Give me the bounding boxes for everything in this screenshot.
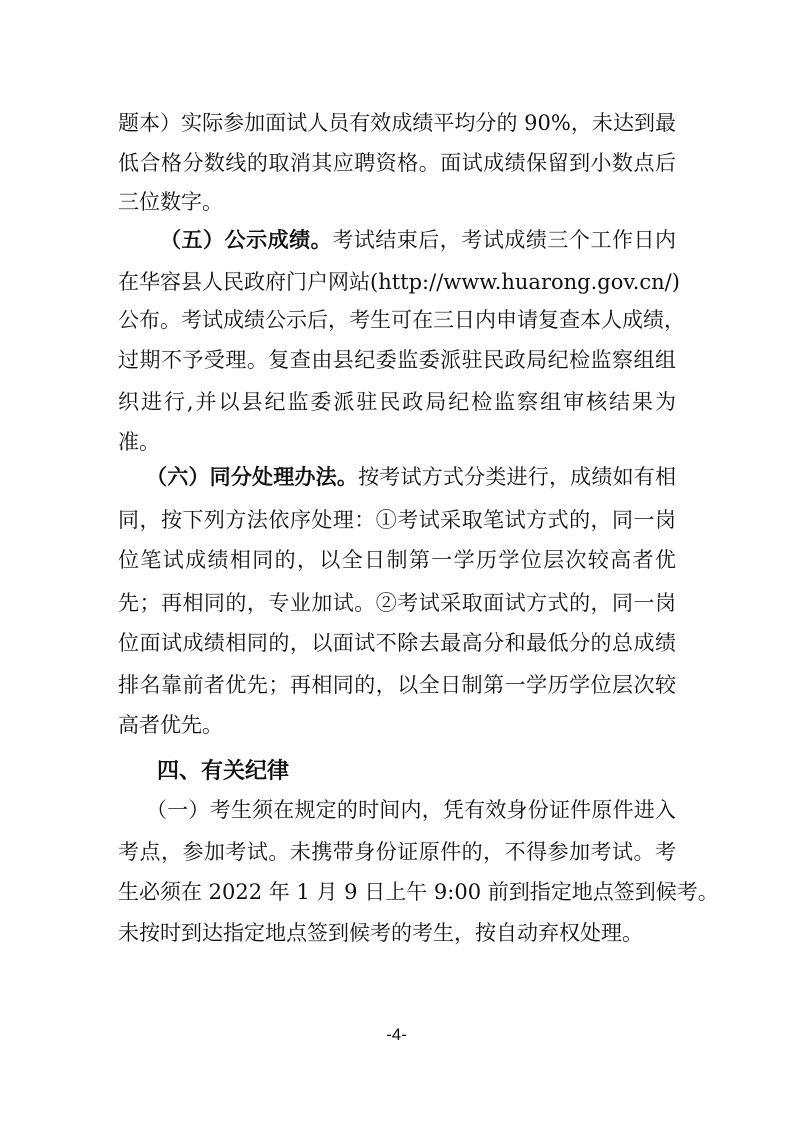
text-line: 高者优先。	[118, 713, 223, 737]
text-line: 先；再相同的，专业加试。②考试采取面试方式的，同一岗	[118, 591, 676, 615]
text-line: 位面试成绩相同的，以面试不除去最高分和最低分的总成绩	[118, 631, 676, 655]
section-heading: 四、有关纪律	[157, 759, 290, 784]
text-line: 未按时到达指定地点签到候考的考生，按自动弃权处理。	[118, 921, 643, 945]
text-line: 位笔试成绩相同的，以全日制第一学历学位层次较高者优	[118, 548, 676, 572]
text-line: 考点，参加考试。未携带身份证原件的，不得参加考试。考	[118, 840, 676, 864]
text-line: 公布。考试成绩公示后，考生可在三日内申请复查本人成绩，	[118, 308, 685, 332]
text-line: 织进行,并以县纪监委派驻民政局纪检监察组审核结果为	[118, 390, 676, 414]
text-line: 考试结束后，考试成绩三个工作日内	[332, 228, 677, 252]
paragraph-title: （五）公示成绩。	[160, 228, 333, 252]
paragraph-five-first-line	[160, 226, 676, 254]
text-line: 排名靠前者优先；再相同的，以全日制第一学历学位层次较	[118, 673, 676, 697]
text-line: 按考试方式分类进行，成绩如有相	[358, 465, 677, 489]
text-line: （一）考生须在规定的时间内，凭有效身份证件原件进入	[146, 798, 676, 822]
text-line: 三位数字。	[118, 190, 223, 214]
text-line: 生必须在 2022 年 1 月 9 日上午 9:00 前到指定地点签到候考。	[118, 880, 719, 904]
text-line: 在华容县人民政府门户网站(http://www.huarong.gov.cn/)	[118, 270, 680, 294]
text-line: 同，按下列方法依序处理：①考试采取笔试方式的，同一岗	[118, 508, 676, 532]
page-number: -4-	[386, 1025, 407, 1044]
paragraph-six-first-line	[146, 463, 676, 491]
text-line: 过期不予受理。复查由县纪委监委派驻民政局纪检监察组组	[118, 348, 676, 372]
text-line: 低合格分数线的取消其应聘资格。面试成绩保留到小数点后	[118, 151, 676, 175]
text-line: 准。	[118, 430, 160, 454]
text-line: 题本）实际参加面试人员有效成绩平均分的 90%，未达到最	[118, 111, 676, 135]
paragraph-title: （六）同分处理办法。	[146, 465, 359, 489]
